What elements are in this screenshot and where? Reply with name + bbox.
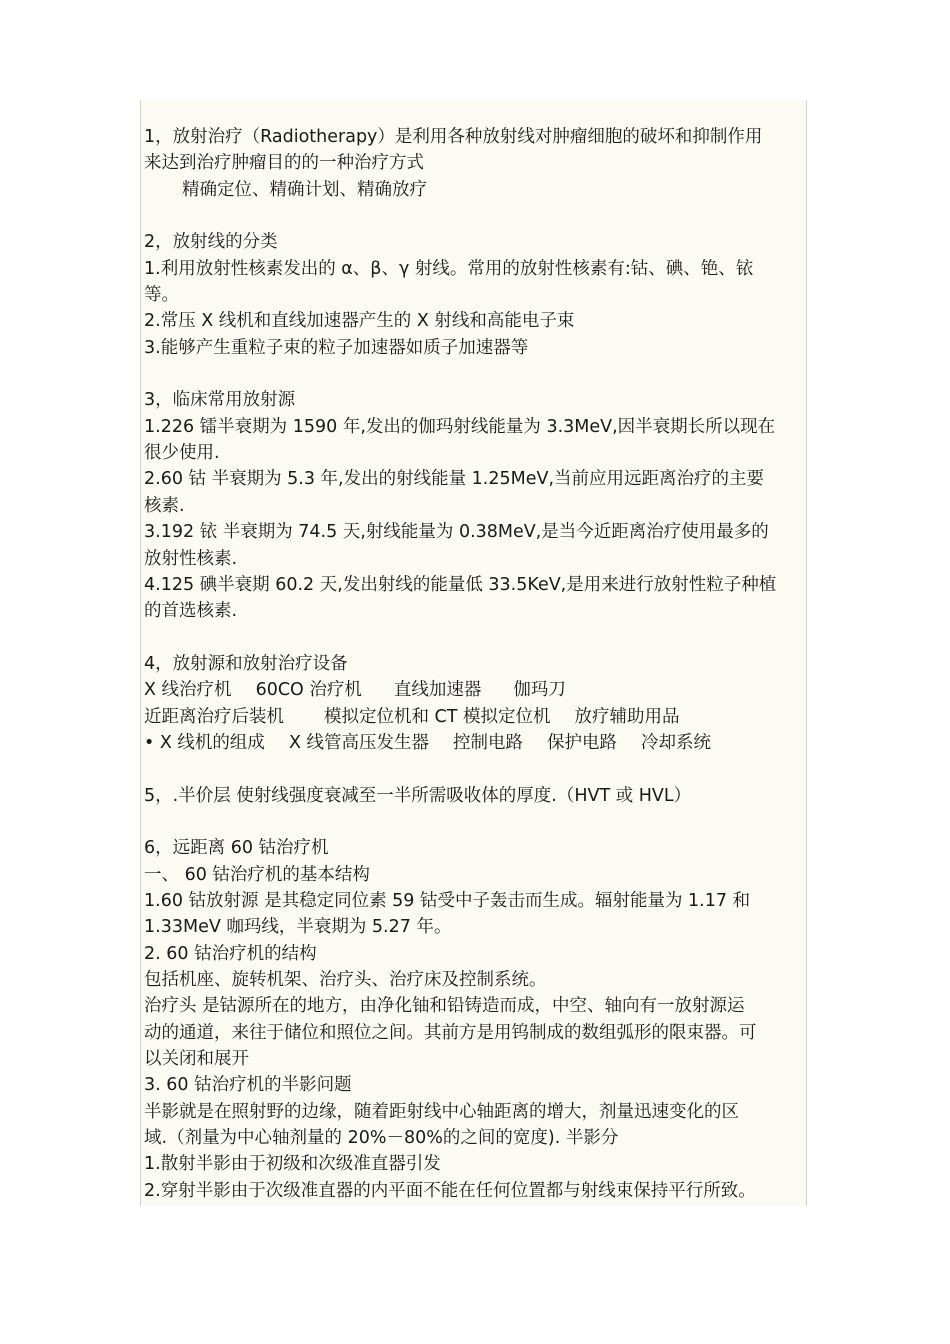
section-6-line-4: 2. 60 钴治疗机的结构 — [144, 943, 317, 964]
equipment-item: 冷却系统 — [641, 732, 711, 753]
section-4-title: 4，放射源和放射治疗设备 — [144, 653, 348, 674]
section-6-line-6: 治疗头 是钴源所在的地方，由净化铀和铅铸造而成，中空、轴向有一放射源运 — [144, 996, 745, 1017]
spacer — [144, 203, 808, 229]
section-6-line-13: 2.穿射半影由于次级准直器的内平面不能在任何位置都与射线束保持平行所致。 — [144, 1180, 756, 1201]
section-2-line-2: 等。 — [144, 285, 179, 306]
section-4-row-1 — [144, 677, 808, 703]
equipment-item: 近距离治疗后装机 — [144, 706, 284, 727]
section-3-line-6: 放射性核素. — [144, 548, 238, 569]
section-6-line-7: 动的通道，来往于储位和照位之间。其前方是用钨制成的数组弧形的限束器。可 — [144, 1022, 757, 1043]
equipment-item: 60CO 治疗机 — [255, 680, 362, 701]
section-6-line-11: 域.（剂量为中心轴剂量的 20%－80%的之间的宽度). 半影分 — [144, 1128, 619, 1149]
document-content — [144, 124, 808, 1204]
section-5-line-1: 5，.半价层 使射线强度衰减至一半所需吸收体的厚度.（HVT 或 HVL） — [144, 785, 692, 806]
section-3-line-4: 核素. — [144, 495, 185, 516]
spacer — [144, 361, 808, 387]
section-3-line-2: 很少使用. — [144, 443, 220, 464]
section-6-line-2: 1.60 钴放射源 是其稳定同位素 59 钴受中子轰击而生成。辐射能量为 1.17 和 — [144, 890, 751, 911]
spacer — [144, 625, 808, 651]
equipment-item: 控制电路 — [453, 732, 523, 753]
equipment-item: 保护电路 — [547, 732, 617, 753]
section-1-line-2: 来达到治疗肿瘤目的的一种治疗方式 — [144, 153, 424, 174]
equipment-item: X 线管高压发生器 — [288, 732, 429, 753]
section-1-line-1: 1，放射治疗（Radiotherapy）是利用各种放射线对肿瘤细胞的破坏和抑制作用 — [144, 127, 763, 147]
section-6-line-1: 一、 60 钴治疗机的基本结构 — [144, 864, 370, 885]
section-6-line-8: 以关闭和展开 — [144, 1049, 249, 1070]
equipment-item: • X 线机的组成 — [144, 732, 265, 753]
section-2-title: 2，放射线的分类 — [144, 232, 278, 253]
equipment-item: 直线加速器 — [393, 680, 482, 701]
section-3-line-7: 4.125 碘半衰期 60.2 天,发出射线的能量低 33.5KeV,是用来进行放射性粒子种植 — [144, 574, 777, 595]
section-3-line-5: 3.192 铱 半衰期为 74.5 天,射线能量为 0.38MeV,是当今近距离治疗使用最多的 — [144, 522, 769, 543]
spacer — [144, 756, 808, 782]
section-6-line-3: 1.33MeV 咖玛线，半衰期为 5.27 年。 — [144, 917, 452, 938]
section-6-line-12: 1.散射半影由于初级和次级准直器引发 — [144, 1154, 441, 1175]
section-3-title: 3，临床常用放射源 — [144, 390, 296, 411]
equipment-item: 伽玛刀 — [513, 680, 566, 701]
section-6-title: 6，远距离 60 钴治疗机 — [144, 838, 329, 859]
section-6-line-5: 包括机座、旋转机架、治疗头、治疗床及控制系统。 — [144, 970, 547, 990]
section-4-row-2 — [144, 704, 808, 730]
equipment-item: X 线治疗机 — [144, 680, 232, 701]
section-6-line-9: 3. 60 钴治疗机的半影问题 — [144, 1075, 352, 1096]
equipment-item: 放疗辅助用品 — [574, 706, 680, 727]
section-3-line-1: 1.226 镭半衰期为 1590 年,发出的伽玛射线能量为 3.3MeV,因半衰期长所以现在 — [144, 416, 776, 437]
spacer — [144, 809, 808, 835]
section-4-row-3 — [144, 730, 808, 756]
section-6-line-10: 半影就是在照射野的边缘，随着距射线中心轴距离的增大，剂量迅速变化的区 — [144, 1101, 739, 1122]
section-2-line-4: 3.能够产生重粒子束的粒子加速器如质子加速器等 — [144, 337, 529, 358]
section-3-line-8: 的首选核素. — [144, 601, 238, 622]
section-2-line-3: 2.常压 X 线机和直线加速器产生的 X 射线和高能电子束 — [144, 311, 575, 332]
equipment-item: 模拟定位机和 CT 模拟定位机 — [324, 706, 551, 727]
section-2-line-1: 1.利用放射性核素发出的 α、β、γ 射线。常用的放射性核素有:钴、碘、铯、铱 — [144, 258, 754, 279]
section-3-line-3: 2.60 钴 半衰期为 5.3 年,发出的射线能量 1.25MeV,当前应用远距离治疗的主要 — [144, 469, 765, 490]
section-1-line-3: 精确定位、精确计划、精确放疗 — [182, 179, 427, 200]
